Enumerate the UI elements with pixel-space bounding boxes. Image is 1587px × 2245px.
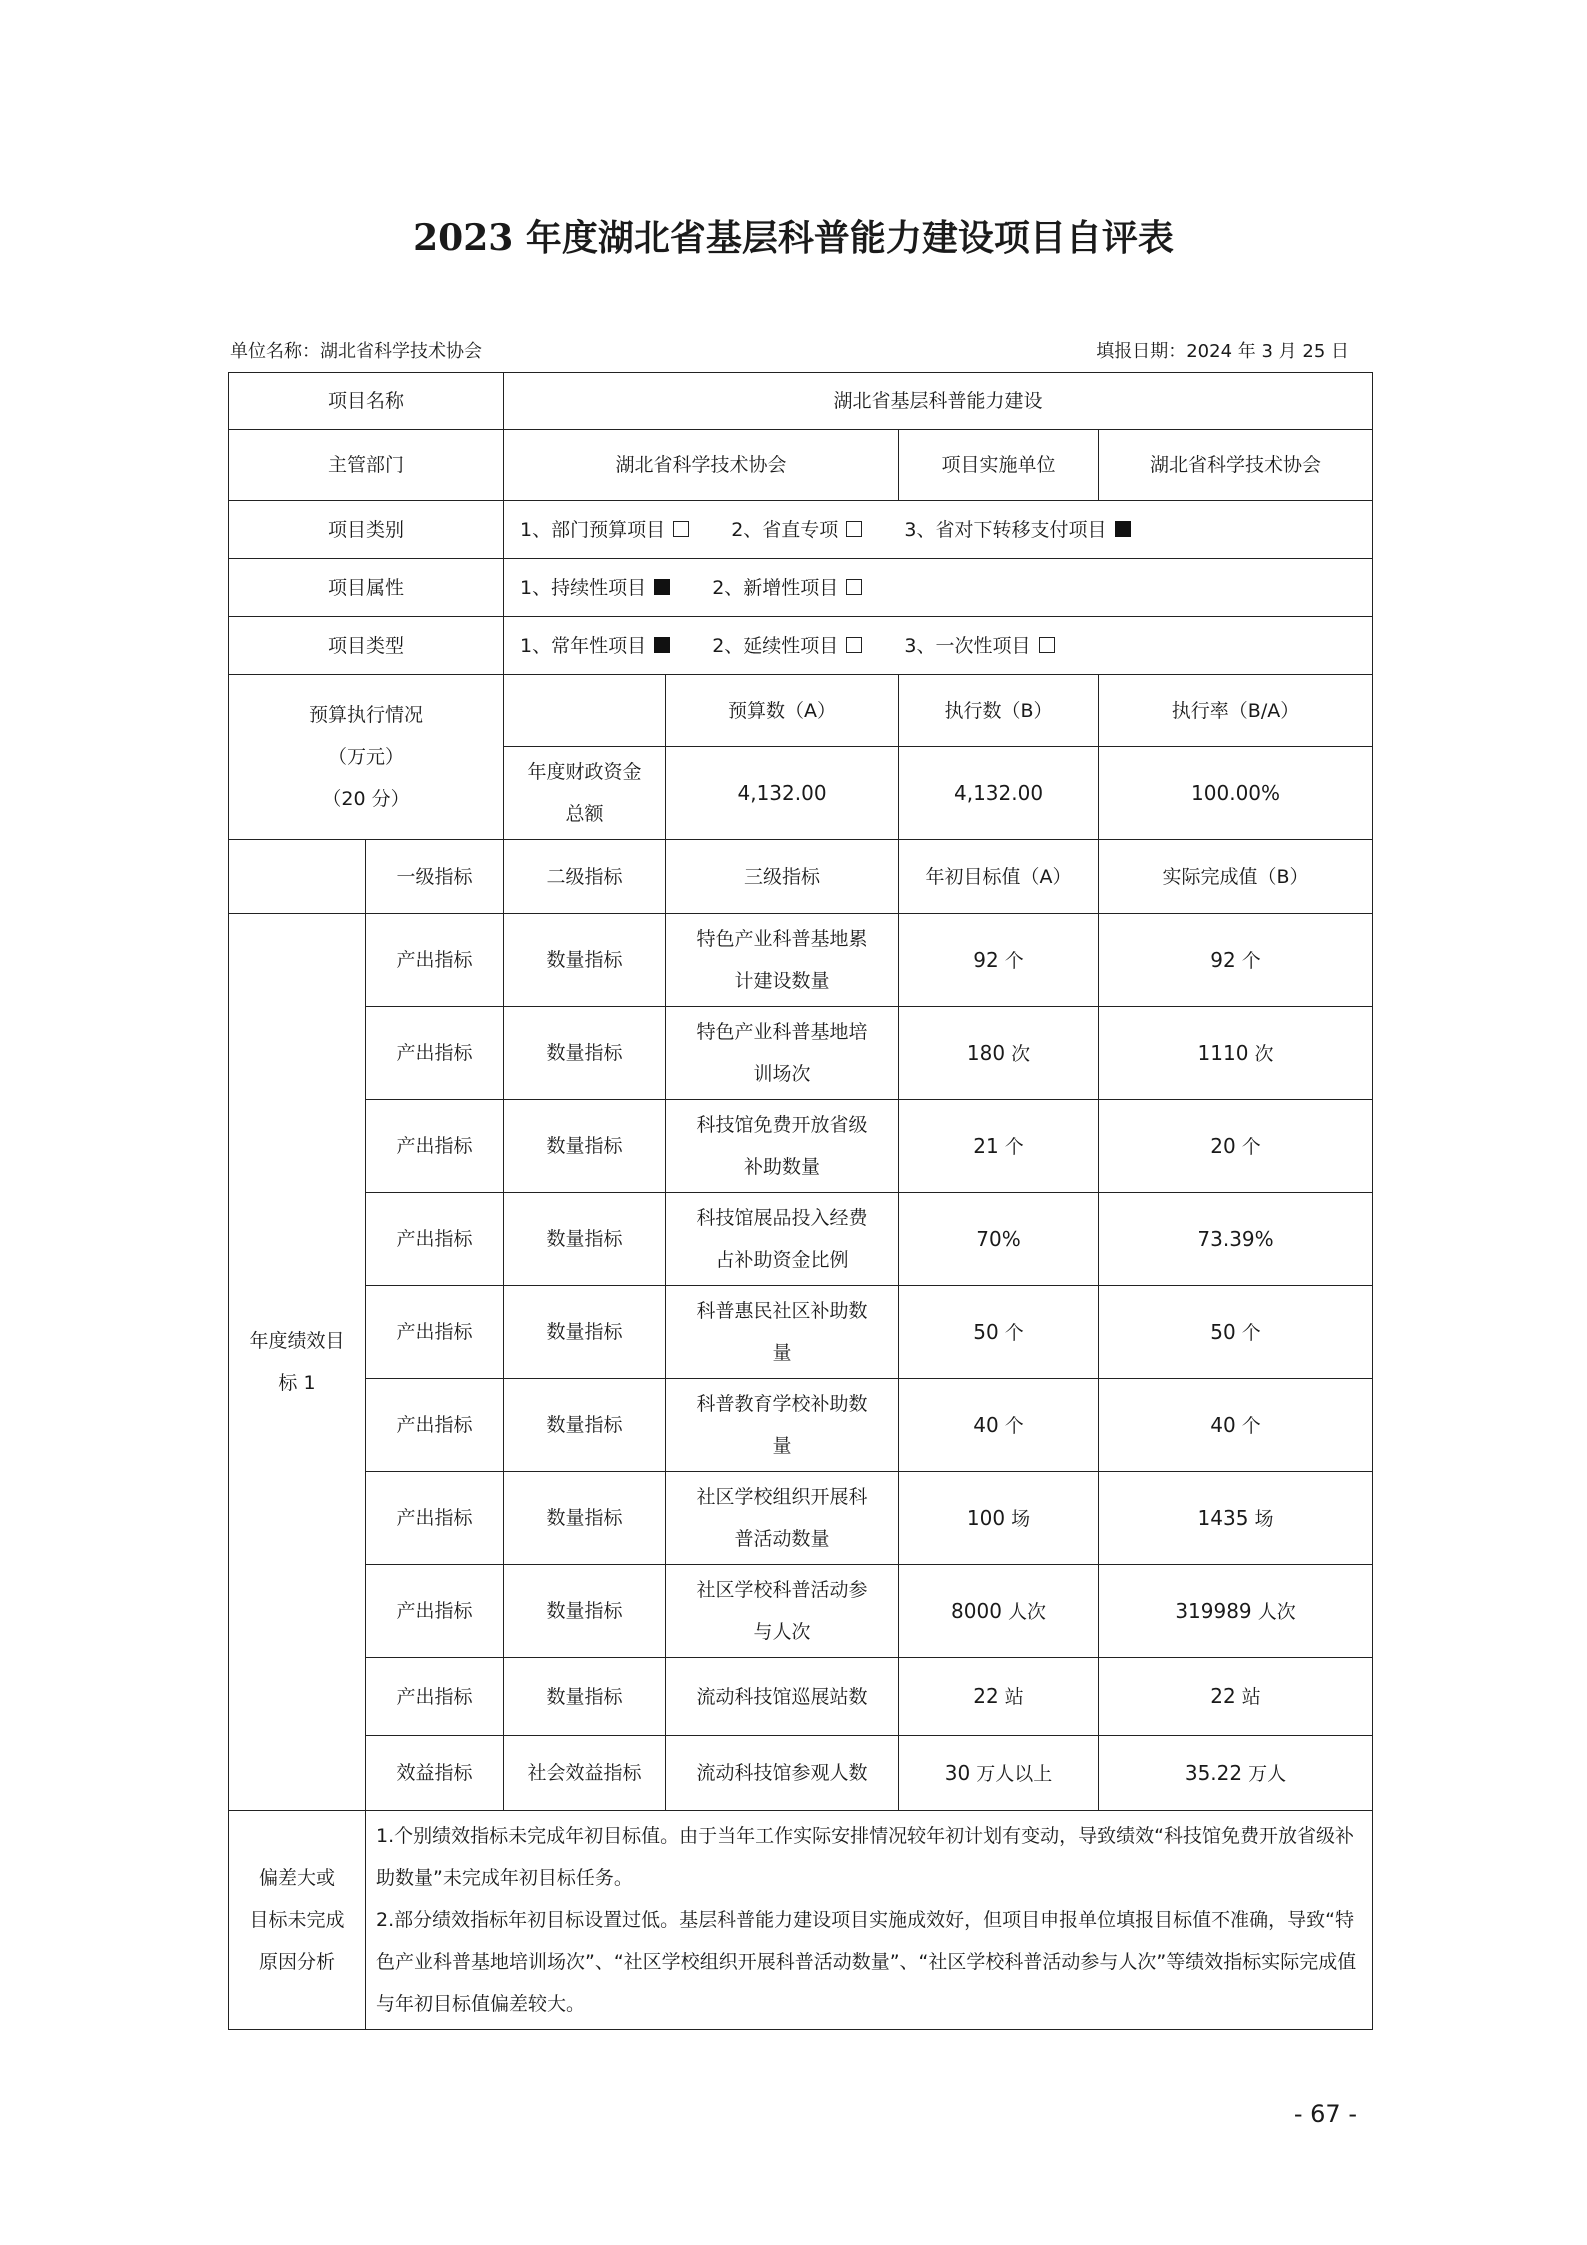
row-department [229, 430, 1373, 501]
project-name-label: 项目名称 [229, 373, 504, 430]
level3-cell [666, 1286, 899, 1379]
actual-cell [1099, 1379, 1373, 1472]
page-number: - 67 - [1293, 2100, 1357, 2128]
target-unit: 次 [1011, 1042, 1031, 1065]
level1-cell: 产出指标 [366, 914, 504, 1007]
row-project-name [229, 373, 1373, 430]
category-options [504, 501, 1373, 559]
option-label: 3、省对下转移支付项目 [904, 518, 1107, 541]
table-row [229, 1379, 1373, 1472]
unit-name: 单位名称：湖北省科学技术协会 [230, 341, 482, 362]
level3-line: 训场次 [753, 1063, 811, 1085]
level1-cell: 产出指标 [366, 1007, 504, 1100]
target-unit: 个 [1004, 1414, 1024, 1437]
target-cell [899, 914, 1099, 1007]
level2-cell: 数量指标 [504, 1472, 666, 1565]
actual-unit: 万人 [1248, 1762, 1287, 1785]
col-budget: 预算数（A） [666, 675, 899, 747]
actual-cell [1099, 1286, 1373, 1379]
checkbox-empty-icon [1039, 637, 1055, 653]
table-row [229, 1007, 1373, 1100]
target-number: 8000 [951, 1598, 1002, 1623]
level3-line: 特色产业科普基地累 [696, 928, 868, 950]
actual-number: 1110 [1197, 1040, 1249, 1065]
target-cell [899, 1193, 1099, 1286]
level3-cell [666, 1736, 899, 1811]
actual-cell [1099, 1007, 1373, 1100]
attribute-label: 项目属性 [229, 559, 504, 617]
analysis-label-line: 原因分析 [258, 1951, 335, 1973]
header-level1: 一级指标 [366, 840, 504, 914]
actual-unit: 站 [1241, 1686, 1261, 1708]
level1-cell: 产出指标 [366, 1472, 504, 1565]
level1-cell: 产出指标 [366, 1193, 504, 1286]
actual-number: 40 [1210, 1412, 1236, 1437]
target-number: 30 [944, 1760, 971, 1785]
table-row [229, 1286, 1373, 1379]
target-unit: 人次 [1007, 1600, 1046, 1623]
table-row [229, 914, 1373, 1007]
level3-line: 量 [772, 1342, 792, 1364]
actual-number: 35.22 [1184, 1760, 1243, 1785]
target-number: 22 [973, 1684, 999, 1708]
level3-line: 量 [772, 1435, 792, 1457]
target-number: 92 [973, 947, 999, 972]
actual-unit: 个 [1241, 1414, 1261, 1437]
impl-label: 项目实施单位 [899, 430, 1099, 501]
level3-cell [666, 1193, 899, 1286]
fund-label-line: 年度财政资金 [527, 761, 642, 783]
impl-value: 湖北省科学技术协会 [1099, 430, 1373, 501]
analysis-label-line: 偏差大或 [258, 1867, 335, 1889]
level1-cell: 产出指标 [366, 1286, 504, 1379]
target-cell [899, 1100, 1099, 1193]
header-actual: 实际完成值（B） [1099, 840, 1373, 914]
checkbox-filled-icon [654, 637, 670, 653]
dept-value: 湖北省科学技术协会 [504, 430, 899, 501]
checkbox-filled-icon [1115, 521, 1131, 537]
level3-cell [666, 914, 899, 1007]
actual-unit: 个 [1241, 949, 1261, 972]
project-name-value: 湖北省基层科普能力建设 [504, 373, 1373, 430]
evaluation-table [228, 372, 1373, 2030]
checkbox-filled-icon [654, 579, 670, 595]
analysis-label-line: 目标未完成 [249, 1909, 345, 1931]
target-unit: 场 [1011, 1507, 1031, 1530]
actual-number: 22 [1210, 1684, 1236, 1708]
table-row [229, 1193, 1373, 1286]
actual-number: 319989 [1175, 1598, 1252, 1623]
actual-number: 50 [1210, 1319, 1236, 1344]
level2-cell: 数量指标 [504, 1007, 666, 1100]
budget-label-line: （20 分） [322, 788, 410, 810]
level3-line: 社区学校科普活动参 [696, 1579, 868, 1601]
level1-cell: 产出指标 [366, 1658, 504, 1736]
level3-line: 社区学校组织开展科 [696, 1486, 868, 1508]
checkbox-empty-icon [846, 637, 862, 653]
budget-value: 4,132.00 [666, 747, 899, 840]
analysis-text [366, 1811, 1373, 2030]
option-label: 3、一次性项目 [904, 634, 1031, 657]
actual-number: 92 [1210, 947, 1236, 972]
actual-number: 73.39% [1197, 1226, 1274, 1251]
indicator-corner-cell [229, 840, 366, 914]
target-cell [899, 1286, 1099, 1379]
actual-unit: 场 [1254, 1507, 1274, 1530]
category-option [731, 519, 864, 541]
target-unit: 个 [1004, 1321, 1024, 1344]
budget-corner-cell [504, 675, 666, 747]
target-unit: 站 [1004, 1686, 1024, 1708]
target-cell [899, 1379, 1099, 1472]
table-row [229, 1100, 1373, 1193]
level3-line: 占补助资金比例 [715, 1249, 849, 1271]
type-option [712, 635, 864, 657]
target-number: 50 [973, 1319, 999, 1344]
level2-cell: 数量指标 [504, 1658, 666, 1736]
page-title: 2023 年度湖北省基层科普能力建设项目自评表 [413, 217, 1174, 259]
level2-cell: 数量指标 [504, 1565, 666, 1658]
level1-cell: 效益指标 [366, 1736, 504, 1811]
table-row [229, 1472, 1373, 1565]
analysis-label [229, 1811, 366, 2030]
option-label: 1、常年性项目 [520, 634, 647, 657]
level1-cell: 产出指标 [366, 1379, 504, 1472]
target-unit: 个 [1004, 949, 1024, 972]
level3-cell [666, 1658, 899, 1736]
level2-cell: 数量指标 [504, 914, 666, 1007]
level2-cell: 数量指标 [504, 1286, 666, 1379]
target-cell [899, 1736, 1099, 1811]
checkbox-empty-icon [846, 521, 862, 537]
actual-unit: 个 [1241, 1135, 1261, 1158]
option-label: 2、新增性项目 [712, 576, 839, 599]
level3-line: 计建设数量 [734, 970, 830, 992]
target-number: 21 [973, 1133, 999, 1158]
target-number: 70% [976, 1226, 1021, 1251]
budget-label [229, 675, 504, 840]
type-option [520, 635, 672, 657]
budget-label-line: 预算执行情况 [309, 704, 424, 726]
level3-line: 科技馆展品投入经费 [696, 1207, 868, 1229]
level2-cell: 数量指标 [504, 1193, 666, 1286]
level3-line: 科技馆免费开放省级 [696, 1114, 868, 1136]
actual-cell [1099, 914, 1373, 1007]
attribute-option [520, 577, 672, 599]
level3-line: 特色产业科普基地培 [696, 1021, 868, 1043]
level3-line: 与人次 [753, 1621, 811, 1643]
level3-line: 流动科技馆巡展站数 [696, 1685, 868, 1708]
header-target: 年初目标值（A） [899, 840, 1099, 914]
level3-line: 普活动数量 [734, 1528, 830, 1550]
actual-cell [1099, 1565, 1373, 1658]
header-level3: 三级指标 [666, 840, 899, 914]
fund-total-label [504, 747, 666, 840]
goal-label-line: 年度绩效目 [249, 1330, 345, 1352]
header-level2: 二级指标 [504, 840, 666, 914]
actual-cell [1099, 1472, 1373, 1565]
analysis-paragraph-2: 2.部分绩效指标年初目标设置过低。基层科普能力建设项目实施成效好，但项目申报单位填报目标值不准确，导致“特色产业科普基地培训场次”、“社区学校组织开展科普活动数量”、“社区学校科普活动参与人次”等绩效指标实际完成值与年初目标值偏差较大。 [376, 1909, 1357, 2015]
level3-line: 流动科技馆参观人数 [696, 1762, 868, 1784]
level3-cell [666, 1100, 899, 1193]
actual-unit: 个 [1241, 1321, 1261, 1344]
analysis-paragraph-1: 1.个别绩效指标未完成年初目标值。由于当年工作实际安排情况较年初计划有变动，导致绩效“科技馆免费开放省级补助数量”未完成年初目标任务。 [376, 1825, 1354, 1889]
table-row [229, 1736, 1373, 1811]
type-option [904, 635, 1056, 657]
goal-label-line: 标 1 [278, 1372, 316, 1394]
level3-cell [666, 1565, 899, 1658]
level2-cell: 数量指标 [504, 1379, 666, 1472]
fund-label-line: 总额 [565, 803, 604, 825]
target-cell [899, 1565, 1099, 1658]
level3-cell [666, 1007, 899, 1100]
level3-line: 科普惠民社区补助数 [696, 1300, 868, 1322]
col-rate: 执行率（B/A） [1099, 675, 1373, 747]
fill-date: 填报日期：2024 年 3 月 25 日 [1096, 341, 1349, 362]
rate-value: 100.00% [1099, 747, 1373, 840]
actual-number: 20 [1210, 1133, 1236, 1158]
level3-line: 补助数量 [744, 1156, 821, 1178]
option-label: 1、持续性项目 [520, 576, 647, 599]
actual-cell [1099, 1193, 1373, 1286]
row-budget-header [229, 675, 1373, 747]
target-unit: 个 [1004, 1135, 1024, 1158]
level1-cell: 产出指标 [366, 1565, 504, 1658]
target-cell [899, 1007, 1099, 1100]
actual-unit: 次 [1254, 1042, 1274, 1065]
actual-number: 1435 [1197, 1505, 1249, 1530]
row-indicator-header [229, 840, 1373, 914]
level3-cell [666, 1472, 899, 1565]
level3-line: 科普教育学校补助数 [696, 1393, 868, 1415]
actual-cell [1099, 1658, 1373, 1736]
category-option [520, 519, 691, 541]
type-label: 项目类型 [229, 617, 504, 675]
option-label: 2、省直专项 [731, 518, 839, 541]
attribute-option [712, 577, 864, 599]
row-type [229, 617, 1373, 675]
checkbox-empty-icon [846, 579, 862, 595]
target-number: 180 [966, 1040, 1006, 1065]
row-category [229, 501, 1373, 559]
row-attribute [229, 559, 1373, 617]
col-exec: 执行数（B） [899, 675, 1099, 747]
target-cell [899, 1472, 1099, 1565]
target-unit: 万人以上 [976, 1762, 1053, 1785]
budget-label-line: （万元） [328, 746, 405, 768]
attribute-options [504, 559, 1373, 617]
actual-cell [1099, 1736, 1373, 1811]
option-label: 2、延续性项目 [712, 634, 839, 657]
dept-label: 主管部门 [229, 430, 504, 501]
level1-cell: 产出指标 [366, 1100, 504, 1193]
level2-cell: 数量指标 [504, 1100, 666, 1193]
category-label: 项目类别 [229, 501, 504, 559]
category-option [904, 519, 1132, 541]
type-options [504, 617, 1373, 675]
option-label: 1、部门预算项目 [520, 518, 666, 541]
indicator-rows [229, 914, 1373, 1811]
row-analysis [229, 1811, 1373, 2030]
exec-value: 4,132.00 [899, 747, 1099, 840]
level2-cell: 社会效益指标 [504, 1736, 666, 1811]
target-cell [899, 1658, 1099, 1736]
actual-unit: 人次 [1257, 1600, 1296, 1623]
actual-cell [1099, 1100, 1373, 1193]
goal-group-label [229, 914, 366, 1811]
target-number: 40 [973, 1412, 999, 1437]
checkbox-empty-icon [673, 521, 689, 537]
table-row [229, 1658, 1373, 1736]
level3-cell [666, 1379, 899, 1472]
target-number: 100 [966, 1505, 1006, 1530]
table-row [229, 1565, 1373, 1658]
